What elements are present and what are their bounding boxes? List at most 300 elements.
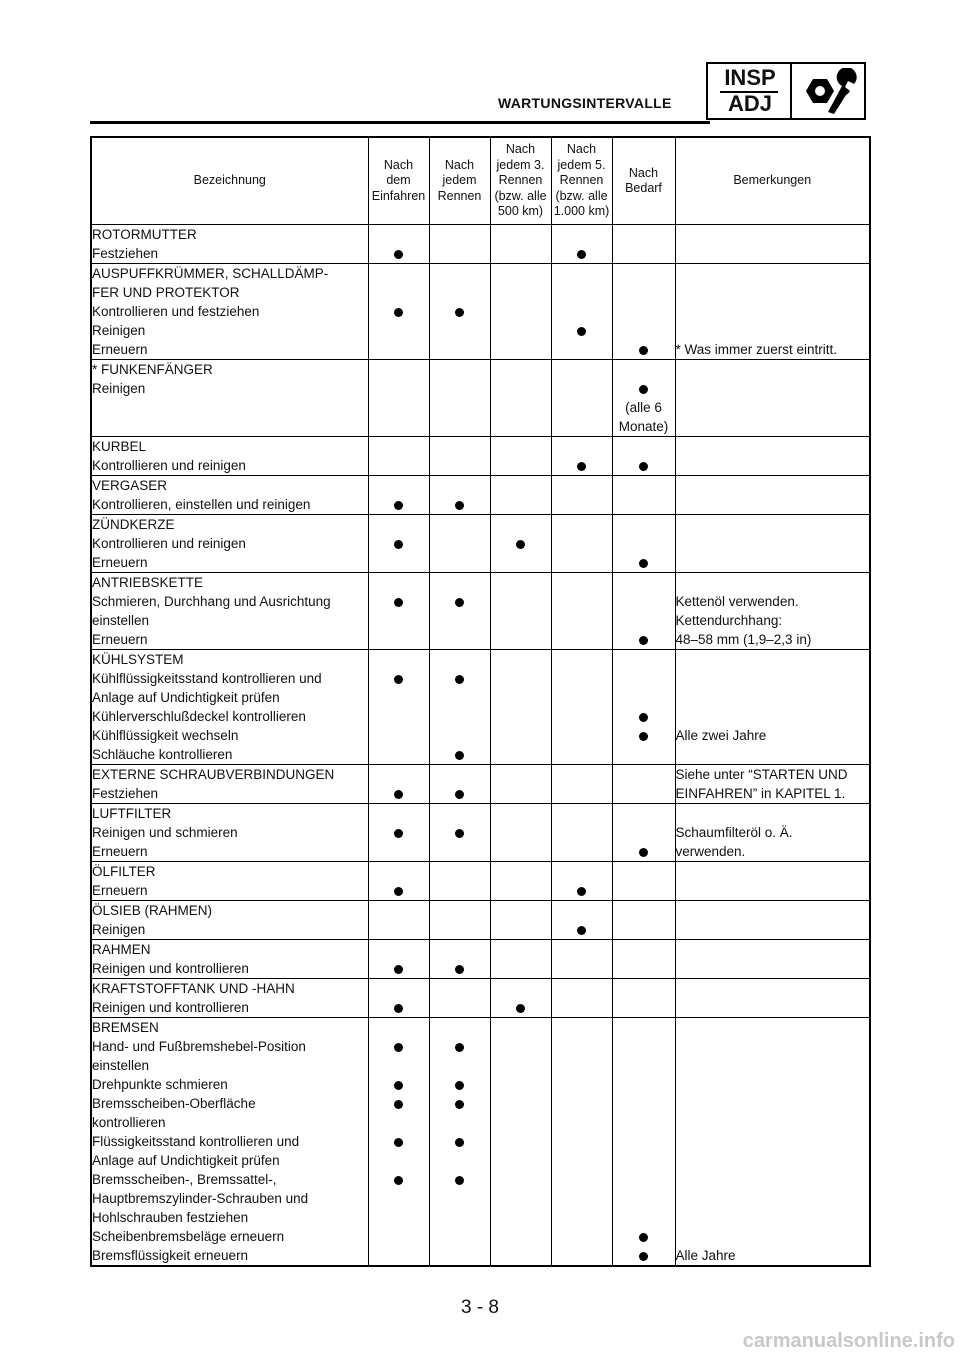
table-row [91, 979, 870, 999]
interval-cell [429, 1018, 490, 1038]
item-label [91, 784, 368, 804]
interval-cell [429, 998, 490, 1018]
remark-cell [675, 1170, 870, 1227]
group-title [91, 862, 368, 882]
remark-text: Alle zwei Jahre [675, 728, 767, 743]
remark-cell [675, 707, 870, 726]
interval-dot-icon [639, 713, 648, 722]
interval-dot-icon [639, 346, 648, 355]
interval-cell [490, 379, 551, 437]
table-row [91, 959, 870, 979]
interval-dot-icon [639, 385, 648, 394]
remark-cell [675, 1094, 870, 1132]
group-title [91, 437, 368, 457]
interval-cell [429, 360, 490, 380]
page-number: 3 - 8 [460, 1297, 500, 1318]
interval-cell [551, 515, 612, 535]
interval-cell [368, 379, 429, 437]
interval-cell [490, 1094, 551, 1132]
group-title [91, 901, 368, 921]
interval-cell [551, 1094, 612, 1132]
interval-dot-icon [394, 1100, 403, 1109]
item-label [91, 1094, 368, 1132]
group-title-text: ZÜNDKERZE [92, 517, 175, 532]
group-title [91, 979, 368, 999]
interval-cell [490, 495, 551, 515]
interval-cell [551, 573, 612, 593]
interval-cell [368, 842, 429, 862]
item-label-text: Erneuern [92, 342, 148, 357]
group-title-text: ÖLSIEB (RAHMEN) [92, 903, 213, 918]
interval-dot-icon [639, 462, 648, 471]
group-title-text: EXTERNE SCHRAUBVERBINDUNGEN [92, 767, 335, 782]
interval-cell [429, 920, 490, 940]
interval-cell [490, 476, 551, 496]
interval-cell [612, 1018, 675, 1038]
interval-cell [612, 630, 675, 650]
table-body [91, 225, 870, 1267]
item-label [91, 1170, 368, 1227]
remark-text: Kettenöl verwenden. Kettendurchhang: [675, 594, 799, 628]
group-title [91, 650, 368, 670]
item-label-text: Kühlerverschlußdeckel kontrollieren [92, 709, 306, 724]
remark-cell [675, 842, 870, 862]
interval-cell [490, 765, 551, 785]
table-row [91, 264, 870, 303]
interval-dot-icon [577, 926, 586, 935]
interval-cell [490, 592, 551, 630]
group-title [91, 264, 368, 303]
interval-cell [368, 707, 429, 726]
interval-cell [429, 302, 490, 321]
interval-dot-icon [394, 1138, 403, 1147]
interval-cell [490, 881, 551, 901]
item-label-text: Bremsflüssigkeit erneuern [92, 1248, 249, 1263]
interval-cell [551, 1075, 612, 1094]
interval-cell [490, 669, 551, 707]
item-label [91, 534, 368, 553]
interval-cell [368, 225, 429, 245]
badge-adj: ADJ [727, 91, 772, 116]
interval-cell [429, 264, 490, 303]
interval-cell [429, 1094, 490, 1132]
interval-dot-icon [577, 327, 586, 336]
interval-cell [429, 437, 490, 457]
interval-dot-icon [639, 636, 648, 645]
interval-dot-icon [455, 308, 464, 317]
group-title-text: KURBEL [92, 439, 147, 454]
interval-cell [368, 321, 429, 340]
interval-cell [612, 225, 675, 245]
interval-cell [490, 437, 551, 457]
interval-cell [368, 573, 429, 593]
item-label-text: Kontrollieren und reinigen [92, 536, 246, 551]
interval-cell [612, 862, 675, 882]
interval-cell [612, 881, 675, 901]
interval-cell [429, 823, 490, 842]
item-label-text: Reinigen und schmieren [92, 825, 238, 840]
item-label-text: Schmieren, Durchhang und Ausrichtung einstellen [92, 594, 331, 628]
group-title-text: LUFTFILTER [92, 806, 172, 821]
interval-cell [551, 1170, 612, 1227]
interval-cell [429, 495, 490, 515]
interval-cell [490, 979, 551, 999]
interval-cell [368, 901, 429, 921]
interval-cell [368, 979, 429, 999]
item-label [91, 379, 368, 437]
table-row [91, 302, 870, 321]
interval-cell [612, 379, 675, 437]
interval-cell [551, 592, 612, 630]
interval-cell [429, 1132, 490, 1170]
group-title-text: AUSPUFFKRÜMMER, SCHALLDÄMP- FER UND PROTEKTOR [92, 266, 329, 300]
table-row [91, 321, 870, 340]
interval-cell [368, 745, 429, 765]
interval-cell [612, 959, 675, 979]
interval-cell [429, 1037, 490, 1075]
remark-cell [675, 669, 870, 707]
interval-cell [490, 1170, 551, 1227]
interval-dot-icon [394, 675, 403, 684]
interval-dot-icon [394, 887, 403, 896]
interval-cell [551, 1132, 612, 1170]
interval-cell [429, 745, 490, 765]
interval-cell [612, 244, 675, 264]
table-row [91, 804, 870, 824]
interval-cell [551, 650, 612, 670]
remark-cell [675, 940, 870, 960]
interval-dot-icon [639, 732, 648, 741]
interval-cell [429, 1075, 490, 1094]
interval-cell [551, 1037, 612, 1075]
remark-cell [675, 302, 870, 321]
interval-dot-icon [394, 1176, 403, 1185]
table-row [91, 456, 870, 476]
item-label [91, 669, 368, 707]
remark-cell [675, 784, 870, 804]
table-row [91, 1170, 870, 1227]
interval-cell [429, 765, 490, 785]
group-title [91, 804, 368, 824]
interval-cell [368, 244, 429, 264]
interval-cell [429, 650, 490, 670]
interval-cell [490, 823, 551, 842]
interval-dot-icon [394, 501, 403, 510]
interval-cell [551, 823, 612, 842]
interval-dot-icon [577, 887, 586, 896]
interval-cell [612, 476, 675, 496]
item-label-text: Bremsscheiben-, Bremssattel-, Hauptbremszylinder-Schrauben und Hohlschrauben festziehen [92, 1172, 309, 1225]
header-rule [90, 121, 710, 124]
interval-cell [551, 862, 612, 882]
table-row [91, 823, 870, 842]
remark-cell [675, 823, 870, 842]
remark-cell [675, 592, 870, 630]
interval-cell [368, 1246, 429, 1266]
interval-cell [490, 244, 551, 264]
interval-cell [429, 553, 490, 573]
interval-cell [490, 804, 551, 824]
interval-cell [368, 765, 429, 785]
remark-cell [675, 534, 870, 553]
interval-cell [429, 1170, 490, 1227]
interval-cell [551, 553, 612, 573]
interval-cell [551, 842, 612, 862]
interval-cell [490, 998, 551, 1018]
interval-cell [368, 669, 429, 707]
col-bemerkungen: Bemerkungen [675, 137, 870, 225]
interval-cell [551, 321, 612, 340]
table-row [91, 244, 870, 264]
group-title [91, 940, 368, 960]
item-label [91, 959, 368, 979]
interval-cell [612, 553, 675, 573]
remark-cell [675, 476, 870, 496]
interval-cell [429, 784, 490, 804]
interval-dot-icon [394, 1081, 403, 1090]
interval-cell [490, 340, 551, 360]
interval-cell [551, 920, 612, 940]
interval-cell [429, 321, 490, 340]
item-label-text: Kontrollieren, einstellen und reinigen [92, 497, 311, 512]
interval-cell [429, 707, 490, 726]
group-title-text: VERGASER [92, 478, 168, 493]
interval-cell [612, 823, 675, 842]
interval-cell [612, 920, 675, 940]
interval-cell [368, 360, 429, 380]
interval-cell [490, 842, 551, 862]
interval-cell [551, 302, 612, 321]
table-row [91, 1132, 870, 1170]
table-row [91, 1018, 870, 1038]
interval-cell [429, 669, 490, 707]
interval-cell [368, 1018, 429, 1038]
table-row [91, 225, 870, 245]
interval-cell [368, 862, 429, 882]
item-label [91, 881, 368, 901]
wrench-nut-icon [798, 68, 860, 114]
interval-cell [490, 650, 551, 670]
table-row [91, 862, 870, 882]
badge-text-box [708, 64, 792, 118]
table-row [91, 379, 870, 437]
item-label-text: Hand- und Fußbremshebel-Position einstellen [92, 1039, 306, 1073]
table-row [91, 1227, 870, 1246]
item-label [91, 1132, 368, 1170]
interval-dot-icon [455, 829, 464, 838]
interval-cell [368, 650, 429, 670]
remark-cell [675, 765, 870, 785]
interval-cell [551, 360, 612, 380]
interval-cell [368, 784, 429, 804]
interval-cell [551, 901, 612, 921]
interval-dot-icon [455, 790, 464, 799]
item-label [91, 823, 368, 842]
interval-cell [490, 1132, 551, 1170]
remark-cell [675, 979, 870, 999]
col-jedem-3-rennen: Nach jedem 3. Rennen (bzw. alle 500 km) [490, 137, 551, 225]
remark-cell [675, 379, 870, 437]
interval-cell [551, 726, 612, 745]
group-title [91, 360, 368, 380]
item-label [91, 1075, 368, 1094]
interval-cell [368, 1075, 429, 1094]
interval-cell [490, 707, 551, 726]
interval-dot-icon [394, 308, 403, 317]
interval-cell [551, 264, 612, 303]
interval-dot-icon [639, 848, 648, 857]
interval-cell [612, 1094, 675, 1132]
remark-cell [675, 495, 870, 515]
remark-text: 48–58 mm (1,9–2,3 in) [675, 632, 812, 647]
table-row [91, 1246, 870, 1266]
interval-cell [490, 1037, 551, 1075]
group-title [91, 573, 368, 593]
interval-cell [429, 726, 490, 745]
remark-cell [675, 1075, 870, 1094]
item-label-text: Reinigen und kontrollieren [92, 1000, 249, 1015]
table-row [91, 515, 870, 535]
item-label [91, 321, 368, 340]
interval-cell [429, 515, 490, 535]
interval-cell [551, 940, 612, 960]
interval-cell [490, 1075, 551, 1094]
table-header-row [91, 137, 870, 225]
table-row [91, 534, 870, 553]
interval-cell [368, 264, 429, 303]
interval-cell [490, 321, 551, 340]
item-label [91, 920, 368, 940]
remark-cell [675, 804, 870, 824]
interval-cell [429, 630, 490, 650]
item-label-text: Bremsscheiben-Oberfläche kontrollieren [92, 1096, 256, 1130]
table-row [91, 707, 870, 726]
interval-dot-icon [455, 1100, 464, 1109]
interval-cell [612, 998, 675, 1018]
interval-cell [551, 225, 612, 245]
interval-cell [429, 592, 490, 630]
interval-cell [551, 340, 612, 360]
interval-cell [429, 1227, 490, 1246]
insp-adj-badge [706, 62, 866, 120]
table-row [91, 630, 870, 650]
interval-cell [368, 726, 429, 745]
interval-cell [368, 553, 429, 573]
interval-cell [490, 920, 551, 940]
group-title [91, 476, 368, 496]
interval-dot-icon [455, 1138, 464, 1147]
interval-dot-icon [455, 965, 464, 974]
interval-cell [490, 573, 551, 593]
remark-cell [675, 745, 870, 765]
remark-cell [675, 726, 870, 745]
remark-cell [675, 1246, 870, 1266]
item-label-text: Flüssigkeitsstand kontrollieren und Anlage auf Undichtigkeit prüfen [92, 1134, 300, 1168]
item-label [91, 302, 368, 321]
remark-cell [675, 360, 870, 380]
remark-cell [675, 1227, 870, 1246]
interval-cell [551, 804, 612, 824]
interval-dot-icon [516, 1004, 525, 1013]
interval-cell [429, 842, 490, 862]
interval-dot-icon [455, 675, 464, 684]
interval-cell [490, 1227, 551, 1246]
interval-cell [429, 940, 490, 960]
table-row [91, 495, 870, 515]
interval-cell [551, 244, 612, 264]
group-title-text: BREMSEN [92, 1020, 159, 1035]
interval-cell [368, 592, 429, 630]
interval-cell [490, 745, 551, 765]
group-title-text: RAHMEN [92, 942, 151, 957]
interval-cell [490, 515, 551, 535]
remark-cell [675, 456, 870, 476]
group-title-text: * FUNKENFÄNGER [92, 362, 213, 377]
item-label [91, 1246, 368, 1266]
interval-cell [490, 1246, 551, 1266]
interval-cell [612, 1170, 675, 1227]
table-row [91, 784, 870, 804]
table-row [91, 745, 870, 765]
table-row [91, 573, 870, 593]
table-row [91, 765, 870, 785]
interval-dot-icon [455, 1176, 464, 1185]
remark-cell [675, 630, 870, 650]
item-label [91, 630, 368, 650]
interval-dot-icon [394, 250, 403, 259]
interval-cell [429, 804, 490, 824]
remark-cell [675, 862, 870, 882]
interval-cell [368, 881, 429, 901]
interval-dot-icon [639, 1233, 648, 1242]
item-label-text: Reinigen [92, 323, 146, 338]
item-label [91, 745, 368, 765]
interval-cell [368, 340, 429, 360]
interval-cell [429, 979, 490, 999]
remark-cell [675, 264, 870, 303]
interval-dot-icon [639, 559, 648, 568]
remark-cell [675, 244, 870, 264]
interval-cell [612, 1246, 675, 1266]
remark-text: Siehe unter “STARTEN UND [675, 767, 848, 782]
interval-dot-icon [455, 598, 464, 607]
interval-cell [490, 302, 551, 321]
interval-cell [612, 979, 675, 999]
item-label [91, 553, 368, 573]
interval-cell [612, 340, 675, 360]
interval-cell [612, 784, 675, 804]
item-label-text: Festziehen [92, 246, 159, 261]
interval-cell [551, 1246, 612, 1266]
interval-cell [490, 630, 551, 650]
interval-cell [490, 225, 551, 245]
item-label-text: Kontrollieren und festziehen [92, 304, 260, 319]
interval-cell [490, 726, 551, 745]
item-label [91, 244, 368, 264]
col-bezeichnung: Bezeichnung [91, 137, 368, 225]
interval-cell [368, 630, 429, 650]
interval-cell [612, 264, 675, 303]
group-title [91, 765, 368, 785]
interval-cell [368, 534, 429, 553]
interval-cell [612, 592, 675, 630]
item-label-text: Erneuern [92, 632, 148, 647]
interval-cell [612, 842, 675, 862]
table-row [91, 476, 870, 496]
item-label [91, 340, 368, 360]
interval-cell [551, 456, 612, 476]
interval-cell [612, 1037, 675, 1075]
